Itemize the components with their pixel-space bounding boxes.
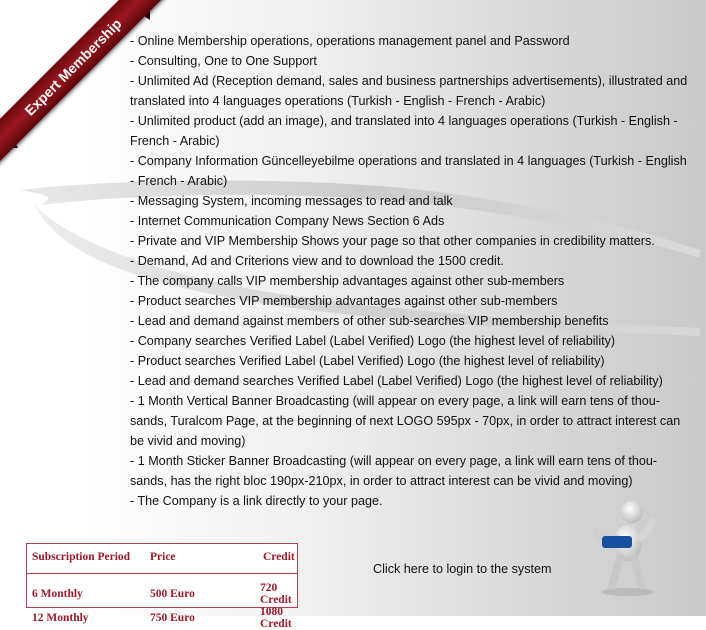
feature-list: [130, 31, 692, 511]
row-period: 12 Monthly: [32, 612, 89, 624]
list-item: - Lead and demand searches Verified Label (Label Verified) Logo (the highest level of reliability): [130, 374, 663, 388]
list-item: - Messaging System, incoming messages to read and talk: [130, 194, 453, 208]
header-period: Subscription Period: [27, 544, 150, 574]
header-credit: Credit: [235, 544, 297, 574]
list-item: - The Company is a link directly to your page.: [130, 494, 383, 508]
ribbon-label: Expert Membership: [21, 15, 125, 119]
row-credit: 720 Credit: [260, 582, 292, 606]
list-item: - The company calls VIP membership advantages against other sub-members: [130, 274, 565, 288]
login-link[interactable]: Click here to login to the system: [373, 562, 552, 576]
list-item: - Internet Communication Company News Section 6 Ads: [130, 214, 445, 228]
table-row: [27, 574, 297, 607]
list-item: - Consulting, One to One Support: [130, 54, 317, 68]
list-item: - Lead and demand against members of other sub-searches VIP membership benefits: [130, 314, 609, 328]
row-period: 6 Monthly: [32, 588, 83, 600]
list-item: - Product searches Verified Label (Label Verified) Logo (the highest level of reliability): [130, 354, 605, 368]
list-item: - 1 Month Sticker Banner Broadcasting (will appear on every page, a link will earn tens of thou-sands, has the right bloc 190px-210px, in order to attract interest can be vivid and moving): [130, 454, 658, 488]
list-item: - Demand, Ad and Criterions view and to download the 1500 credit.: [130, 254, 504, 268]
row-credit: 1080 Credit: [260, 606, 292, 630]
list-item: - Unlimited product (add an image), and translated into 4 languages operations (Turkish - English - French - Arabic): [130, 114, 678, 148]
list-item: - Unlimited Ad (Reception demand, sales and business partnerships advertisements), illustrated and translated into 4 languages operations (Turkish - English - French - Arabic): [130, 74, 688, 108]
row-price: 500 Euro: [150, 588, 195, 600]
mascot-figure-icon[interactable]: [588, 498, 668, 598]
header-price: Price: [150, 544, 235, 574]
list-item: - Company searches Verified Label (Label Verified) Logo (the highest level of reliability): [130, 334, 616, 348]
subscription-table: [26, 543, 298, 630]
list-item: - 1 Month Vertical Banner Broadcasting (will appear on every page, a link will earn tens of thou-sands, Turalcom Page, at the beginning of next LOGO 595px - 70px, in order to attract interest can be vivid and moving): [130, 394, 681, 448]
row-price: 750 Euro: [150, 612, 195, 624]
list-item: - Private and VIP Membership Shows your page so that other companies in credibility matters.: [130, 234, 655, 248]
table-header-row: [27, 544, 297, 574]
list-item: - Company Information Güncelleyebilme operations and translated in 4 languages (Turkish - English - French - Arabic): [130, 154, 687, 188]
table-row: [27, 606, 297, 630]
list-item: - Product searches VIP membership advantages against other sub-members: [130, 294, 558, 308]
list-item: - Online Membership operations, operations management panel and Password: [130, 34, 570, 48]
